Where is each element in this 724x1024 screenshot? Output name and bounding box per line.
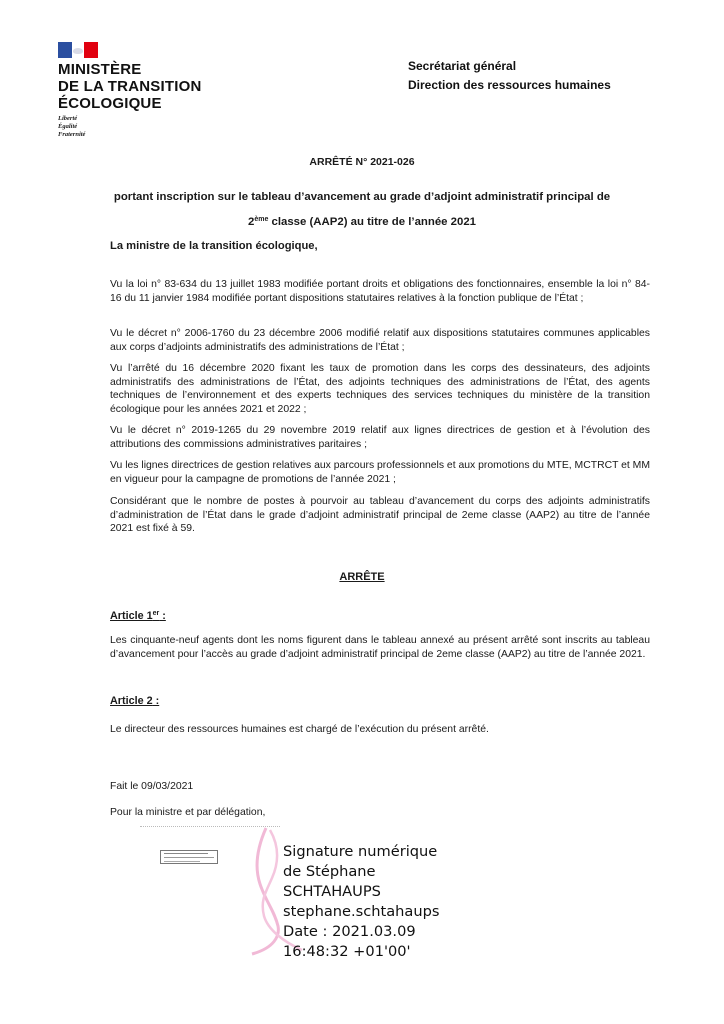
signature-date: Fait le 09/03/2021 bbox=[110, 781, 194, 792]
digital-signature-line: de Stéphane bbox=[283, 863, 376, 880]
delegation-line: Pour la ministre et par délégation, bbox=[110, 807, 266, 818]
ministry-name-line-1: MINISTÈRE bbox=[58, 61, 142, 78]
decree-number: ARRÊTÉ N° 2021-026 bbox=[309, 156, 415, 168]
ministry-name-line-3: ÉCOLOGIQUE bbox=[58, 95, 162, 112]
digital-signature-line: 16:48:32 +01'00' bbox=[283, 943, 411, 960]
visa-paragraph: Vu le décret n° 2019-1265 du 29 novembre 2019 relatif aux lignes directrices de gestion et à l’évolution des attributions des commissions administratives paritaires ; bbox=[110, 425, 650, 450]
article-1-heading: Article 1er : bbox=[110, 610, 166, 622]
article-1-text: Les cinquante-neuf agents dont les noms figurent dans le tableau annexé au présent arrêté sont inscrits au tableau d’avancement pour l’accès au grade d’adjoint administratif principal de 2eme classe (AAP2) au titre de l’année 2021. bbox=[110, 635, 650, 660]
visa-paragraph: Vu l’arrêté du 16 décembre 2020 fixant les taux de promotion dans les corps des dessinateurs, des adjoints administratifs des administrations de l’État, des adjoints techniques des administrations de l’État, des agents techniques de l’environnement et des experts techniques des services techniques du ministère de la transition écologique pour les années 2021 et 2022 ; bbox=[110, 363, 650, 415]
digital-signature-line: SCHTAHAUPS bbox=[283, 883, 381, 900]
department-line-1: Secrétariat général bbox=[408, 59, 517, 73]
official-stamp bbox=[160, 850, 218, 864]
digital-signature-line: Signature numérique bbox=[283, 843, 438, 860]
digital-signature-line: Date : 2021.03.09 bbox=[283, 923, 416, 940]
article-2-heading: Article 2 : bbox=[110, 695, 160, 707]
motto-egalite: Égalité bbox=[58, 123, 78, 130]
visa-paragraph: Vu la loi n° 83-634 du 13 juillet 1983 modifiée portant droits et obligations des fonctionnaires, ensemble la loi n° 84-16 du 11 janvier 1984 modifiée portant dispositions statutaires relatives à la fonction publique de l’État ; bbox=[110, 279, 650, 304]
decree-subject-line-1: portant inscription sur le tableau d’avancement au grade d’adjoint administratif principal de bbox=[113, 191, 611, 203]
ministry-name-line-2: DE LA TRANSITION bbox=[58, 78, 202, 95]
decree-subject-line-2: 2ème classe (AAP2) au titre de l’année 2021 bbox=[247, 216, 477, 228]
motto-liberte: Liberté bbox=[58, 115, 78, 122]
republic-flag-logo bbox=[58, 42, 98, 58]
motto-fraternite: Fraternité bbox=[58, 131, 86, 138]
visa-paragraph: Vu les lignes directrices de gestion relatives aux parcours professionnels et aux promotions du MTE, MCTRCT et MM en vigueur pour la campagne de promotions de l’année 2021 ; bbox=[110, 460, 650, 485]
article-2-text: Le directeur des ressources humaines est chargé de l’exécution du présent arrêté. bbox=[110, 724, 489, 735]
visa-paragraph: Vu le décret n° 2006-1760 du 23 décembre 2006 modifié relatif aux dispositions statutaires communes applicables aux corps d’adjoints administratifs des administrations de l’État ; bbox=[110, 328, 650, 353]
considerant-paragraph: Considérant que le nombre de postes à pourvoir au tableau d’avancement du corps des adjoints administratifs d’administration de l’État dans le grade d’adjoint administratif principal de 2eme classe (AAP2) au titre de l’année 2021 est fixé à 59. bbox=[110, 496, 650, 534]
digital-signature-text bbox=[283, 842, 439, 962]
minister-intro: La ministre de la transition écologique, bbox=[110, 240, 318, 252]
department-line-2: Direction des ressources humaines bbox=[408, 78, 611, 92]
digital-signature-line: stephane.schtahaups bbox=[283, 903, 440, 920]
arrete-heading: ARRÊTE bbox=[339, 571, 385, 583]
